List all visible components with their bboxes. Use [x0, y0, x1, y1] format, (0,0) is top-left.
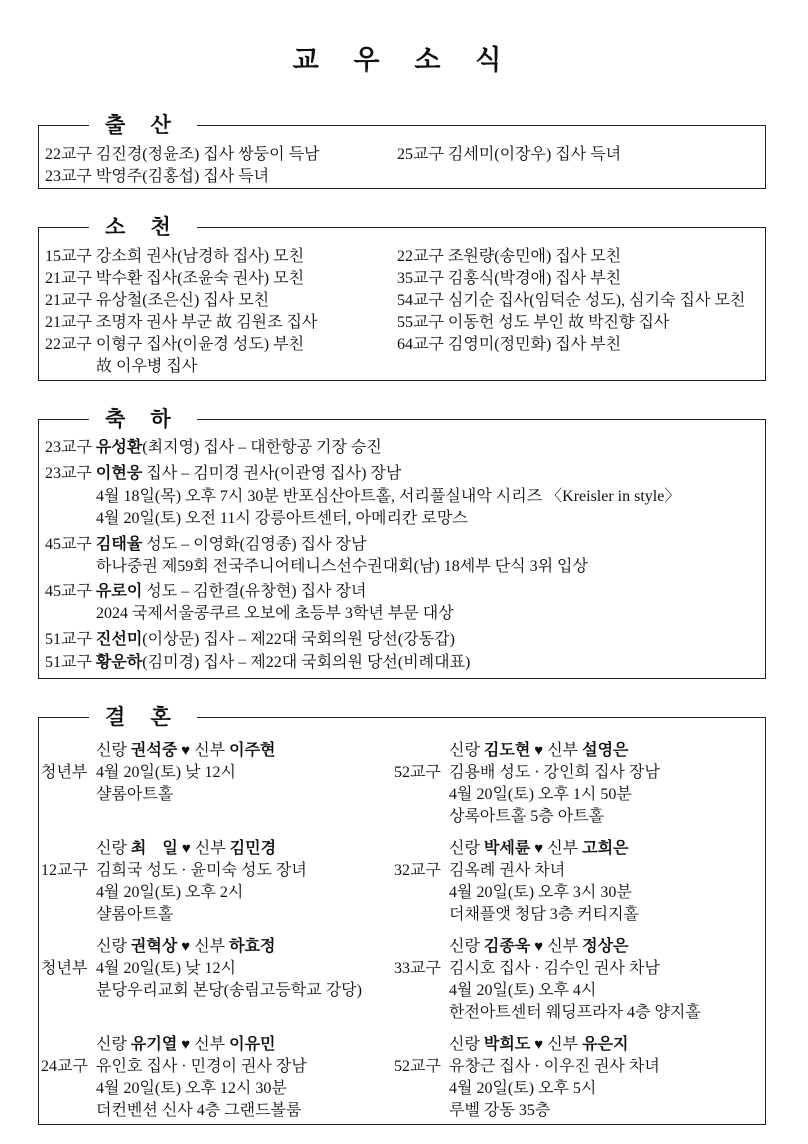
death-item: 55교구 이동헌 성도 부인 故 박진향 집사 — [397, 314, 670, 331]
groom-label: 신랑 — [96, 938, 127, 955]
district: 23교구 — [45, 465, 92, 482]
couple-line — [96, 740, 276, 762]
bride-name: 정상은 — [582, 938, 629, 955]
wedding-detail: 한전아트센터 웨딩프라자 4층 양지홀 — [449, 1004, 701, 1021]
person-name: 유성환 — [95, 439, 143, 456]
death-item: 22교구 조원량(송민애) 집사 모친 — [397, 248, 622, 265]
wedding-detail: 김시호 집사 · 김수인 권사 차남 — [449, 960, 660, 977]
wedding-detail: 분당우리교회 본당(송림고등학교 강당) — [96, 982, 362, 999]
bride-name: 하효정 — [229, 938, 276, 955]
bride-label: 신부 — [194, 1036, 226, 1053]
bride-name: 이유민 — [229, 1036, 276, 1053]
person-name: 황운하 — [95, 654, 143, 671]
birth-item: 22교구 김진경(정윤조) 집사 쌍둥이 득남 — [45, 146, 320, 163]
bride-label: 신부 — [547, 1036, 579, 1053]
groom-label: 신랑 — [96, 742, 127, 759]
birth-heading: 출 산 — [89, 110, 197, 140]
death-item: 21교구 박수환 집사(조윤숙 권사) 모친 — [45, 270, 305, 287]
groom-name: 김종욱 — [483, 938, 531, 955]
wedding-detail: 4월 20일(토) 오후 12시 30분 — [96, 1080, 287, 1097]
district: 52교구 — [394, 764, 441, 781]
congrats-text: 성도 – 이영화(김영종) 집사 장남 — [142, 536, 367, 553]
page-title: 교 우 소 식 — [292, 45, 516, 75]
congrats-detail: 4월 20일(토) 오전 11시 강릉아트센터, 아메리칸 로망스 — [96, 510, 468, 527]
groom-label: 신랑 — [449, 742, 480, 759]
bride-name: 이주현 — [229, 742, 276, 759]
congrats-detail: 4월 18일(목) 오후 7시 30분 반포심산아트홀, 서리풀실내악 시리즈 〈Kreisler in style〉 — [96, 488, 681, 505]
district: 청년부 — [41, 960, 88, 977]
bride-name: 설영은 — [582, 742, 629, 759]
death-section — [38, 215, 766, 381]
wedding-detail: 김옥례 권사 차녀 — [449, 862, 566, 879]
congrats-detail: 하나중권 제59회 전국주니어테니스선수권대회(남) 18세부 단식 3위 입상 — [96, 558, 588, 575]
bride-label: 신부 — [194, 840, 226, 857]
person-name: 이현웅 — [95, 465, 143, 482]
heart-icon: ♥ — [181, 1037, 191, 1053]
groom-name: 박세륜 — [483, 840, 531, 857]
district: 청년부 — [41, 764, 88, 781]
wedding-detail: 김용배 성도 · 강인희 집사 장남 — [449, 764, 660, 781]
wedding-detail: 더채플앳 청담 3층 커티지홀 — [449, 906, 640, 923]
bride-label: 신부 — [547, 742, 579, 759]
groom-name: 권혁상 — [130, 938, 178, 955]
wedding-detail: 더컨벤션 신사 4층 그랜드볼룸 — [96, 1102, 302, 1119]
birth-item: 25교구 김세미(이장우) 집사 득녀 — [397, 146, 622, 163]
groom-name: 권석중 — [130, 742, 178, 759]
bride-label: 신부 — [547, 840, 579, 857]
wedding-detail: 루벨 강동 35층 — [449, 1102, 551, 1119]
district: 52교구 — [394, 1058, 441, 1075]
district: 32교구 — [394, 862, 441, 879]
couple-line — [449, 740, 629, 762]
groom-label: 신랑 — [449, 938, 480, 955]
wedding-detail: 4월 20일(토) 낮 12시 — [96, 764, 236, 781]
congrats-text: (김미경) 집사 – 제22대 국회의원 당선(비례대표) — [142, 654, 471, 671]
congrats-item — [45, 534, 366, 556]
person-name: 김태율 — [95, 536, 143, 553]
wedding-detail: 유창근 집사 · 이우진 권사 차녀 — [449, 1058, 660, 1075]
district: 51교구 — [45, 654, 92, 671]
heart-icon: ♥ — [181, 743, 191, 759]
district: 45교구 — [45, 536, 92, 553]
heart-icon: ♥ — [534, 743, 544, 759]
wedding-detail: 유인호 집사 · 민경이 권사 장남 — [96, 1058, 307, 1075]
wedding-detail: 4월 20일(토) 오후 5시 — [449, 1080, 597, 1097]
wedding-detail: 샬롬아트홀 — [96, 786, 174, 803]
congrats-item — [45, 652, 470, 674]
congrats-detail: 2024 국제서울콩쿠르 오보에 초등부 3학년 부문 대상 — [96, 605, 454, 622]
congrats-text: 집사 – 김미경 권사(이관영 집사) 장남 — [142, 465, 402, 482]
wedding-detail: 4월 20일(토) 오후 3시 30분 — [449, 884, 632, 901]
wedding-heading: 결 혼 — [89, 702, 197, 732]
bride-name: 유은지 — [582, 1036, 629, 1053]
congrats-item — [45, 437, 382, 459]
death-item: 54교구 심기순 집사(임덕순 성도), 심기숙 집사 모친 — [397, 292, 746, 309]
congrats-text: (이상문) 집사 – 제22대 국회의원 당선(강동갑) — [142, 631, 455, 648]
couple-line — [449, 1034, 629, 1056]
wedding-section — [38, 705, 766, 1125]
district: 24교구 — [41, 1058, 88, 1075]
heart-icon: ♥ — [534, 1037, 544, 1053]
district: 51교구 — [45, 631, 92, 648]
congrats-item — [45, 581, 366, 603]
birth-section — [38, 113, 766, 189]
wedding-detail: 4월 20일(토) 낮 12시 — [96, 960, 236, 977]
congrats-text: 성도 – 김한결(유창현) 집사 장녀 — [142, 583, 367, 600]
congrats-item — [45, 463, 401, 485]
wedding-detail: 4월 20일(토) 오후 1시 50분 — [449, 786, 632, 803]
groom-name: 김도현 — [483, 742, 531, 759]
district: 23교구 — [45, 439, 92, 456]
death-item: 15교구 강소희 권사(남경하 집사) 모친 — [45, 248, 305, 265]
wedding-detail: 4월 20일(토) 오후 2시 — [96, 884, 244, 901]
bride-label: 신부 — [547, 938, 579, 955]
heart-icon: ♥ — [534, 939, 544, 955]
groom-name: 최 일 — [130, 840, 178, 857]
death-item: 21교구 조명자 권사 부군 故 김원조 집사 — [45, 314, 318, 331]
groom-label: 신랑 — [449, 840, 480, 857]
heart-icon: ♥ — [534, 841, 544, 857]
heart-icon: ♥ — [181, 841, 191, 857]
groom-label: 신랑 — [449, 1036, 480, 1053]
death-item: 22교구 이형구 집사(이윤경 성도) 부친 — [45, 336, 305, 353]
wedding-detail: 4월 20일(토) 오후 4시 — [449, 982, 597, 999]
district: 12교구 — [41, 862, 88, 879]
birth-item: 23교구 박영주(김홍섭) 집사 득녀 — [45, 168, 270, 185]
district: 33교구 — [394, 960, 441, 977]
wedding-detail: 샬롬아트홀 — [96, 906, 174, 923]
couple-line — [449, 838, 629, 860]
couple-line — [96, 936, 276, 958]
heart-icon: ♥ — [181, 939, 191, 955]
couple-line — [96, 838, 276, 860]
bride-label: 신부 — [194, 938, 226, 955]
bride-name: 고희은 — [582, 840, 629, 857]
couple-line — [449, 936, 629, 958]
groom-label: 신랑 — [96, 1036, 127, 1053]
congrats-text: (최지영) 집사 – 대한항공 기장 승진 — [142, 439, 382, 456]
district: 45교구 — [45, 583, 92, 600]
person-name: 진선미 — [95, 631, 143, 648]
bride-name: 김민경 — [229, 840, 277, 857]
death-heading: 소 천 — [89, 212, 197, 242]
wedding-detail: 김희국 성도 · 윤미숙 성도 장녀 — [96, 862, 307, 879]
wedding-detail: 상록아트홀 5층 아트홀 — [449, 808, 605, 825]
groom-name: 유기열 — [130, 1036, 178, 1053]
death-item-continued: 故 이우병 집사 — [96, 358, 198, 375]
bride-label: 신부 — [194, 742, 226, 759]
death-item: 21교구 유상철(조은신) 집사 모친 — [45, 292, 270, 309]
congrats-item — [45, 629, 455, 651]
person-name: 유로이 — [95, 583, 143, 600]
congrats-section — [38, 407, 766, 679]
death-item: 64교구 김영미(정민화) 집사 부친 — [397, 336, 622, 353]
congrats-heading: 축 하 — [89, 404, 197, 434]
groom-label: 신랑 — [96, 840, 127, 857]
death-item: 35교구 김홍식(박경애) 집사 부친 — [397, 270, 622, 287]
groom-name: 박희도 — [483, 1036, 531, 1053]
couple-line — [96, 1034, 276, 1056]
